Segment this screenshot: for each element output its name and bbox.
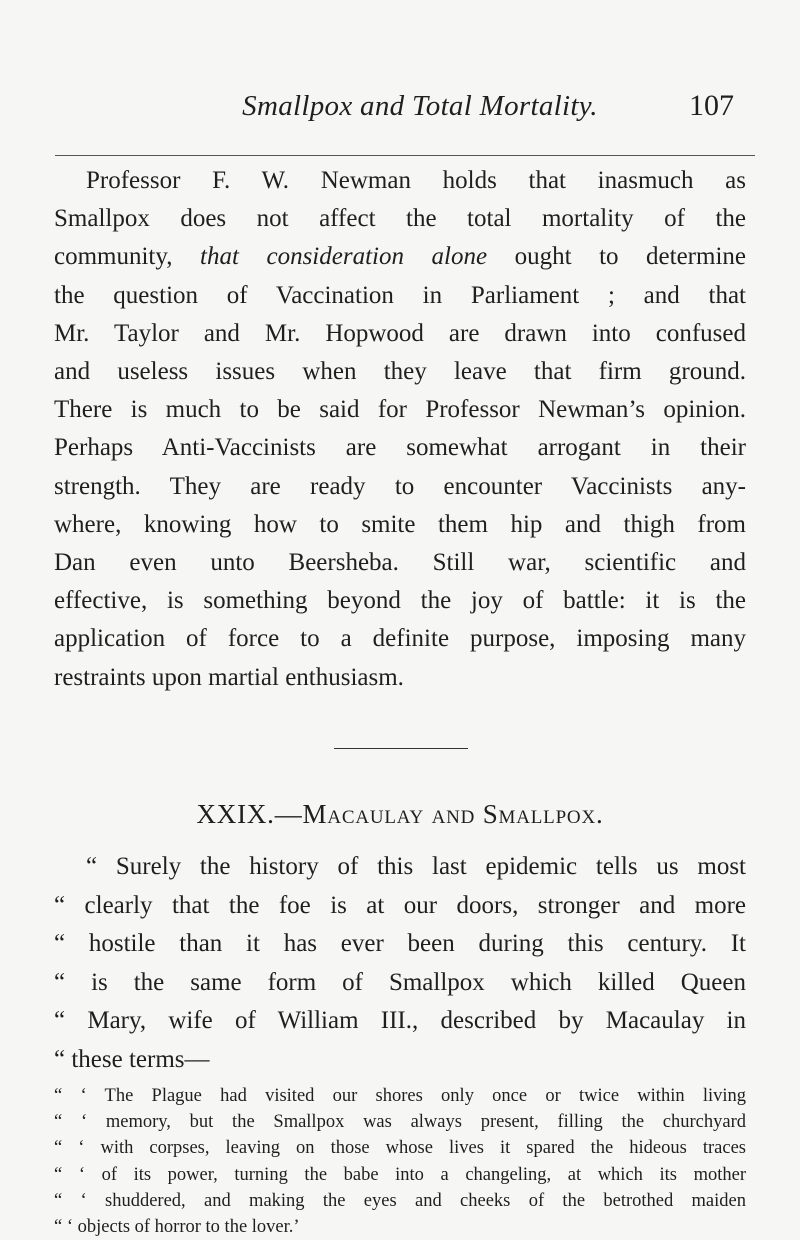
text-line: strength. They are ready to encounter Vaccinists any- (54, 472, 746, 500)
text-line: restraints upon martial enthusiasm. (54, 663, 404, 691)
text-line: the question of Vaccination in Parliament ; and that (54, 281, 746, 309)
text-line: “ these terms— (54, 1045, 210, 1073)
text-line: application of force to a definite purpose, imposing many (54, 625, 746, 653)
text-line: “ ‘ The Plague had visited our shores only once or twice within living (54, 1086, 746, 1106)
text-line: “ ‘ memory, but the Smallpox was always present, filling the churchyard (54, 1112, 746, 1133)
text-line: Perhaps Anti-Vaccinists are somewhat arrogant in their (54, 434, 746, 462)
page-number: 107 (689, 89, 734, 122)
text-line: “ ‘ with corpses, leaving on those whose lives it spared the hideous traces (54, 1138, 746, 1159)
text-line: Professor F. W. Newman holds that inasmuch as (86, 167, 746, 194)
macaulay-quotation (54, 1083, 746, 1240)
section-number: XXIX.— (196, 799, 303, 829)
running-header (60, 88, 760, 128)
section-divider-rule (334, 748, 468, 749)
text-line-mixed (54, 238, 746, 276)
text-fragment: community, (54, 243, 201, 271)
text-line: Smallpox does not affect the total mortality of the (54, 205, 746, 233)
text-line: effective, is something beyond the joy of battle: it is the (54, 587, 746, 615)
text-line: where, knowing how to smite them hip and thigh from (54, 510, 746, 538)
text-line: Mr. Taylor and Mr. Hopwood are drawn into confused (54, 319, 746, 347)
text-line: Dan even unto Beersheba. Still war, scientific and (54, 549, 746, 577)
paragraph-newman (54, 162, 746, 697)
quote-paragraph-epidemic (54, 848, 746, 1079)
italic-emphasis: that consideration alone (200, 243, 488, 271)
text-line: “ ‘ objects of horror to the lover.’ (54, 1217, 300, 1238)
text-line: “ clearly that the foe is at our doors, stronger and more (54, 891, 746, 919)
text-line: “ ‘ shuddered, and making the eyes and cheeks of the betrothed maiden (54, 1190, 746, 1211)
section-title: Macaulay and Smallpox. (302, 799, 604, 829)
text-line: “ Mary, wife of William III., described by Macaulay in (54, 1007, 746, 1034)
text-line: “ is the same form of Smallpox which killed Queen (54, 968, 746, 996)
text-line: There is much to be said for Professor Newman’s opinion. (54, 396, 746, 424)
text-line: “ Surely the history of this last epidemic tells us most (86, 853, 746, 880)
text-line: “ ‘ of its power, turning the babe into a changeling, at which its mother (54, 1164, 746, 1185)
text-fragment: ought to determine (487, 243, 746, 271)
section-heading (0, 797, 800, 831)
header-rule (55, 155, 755, 156)
running-title: Smallpox and Total Mortality. (242, 90, 598, 122)
text-line: and useless issues when they leave that firm ground. (54, 358, 746, 386)
text-line: “ hostile than it has ever been during this century. It (54, 930, 746, 957)
